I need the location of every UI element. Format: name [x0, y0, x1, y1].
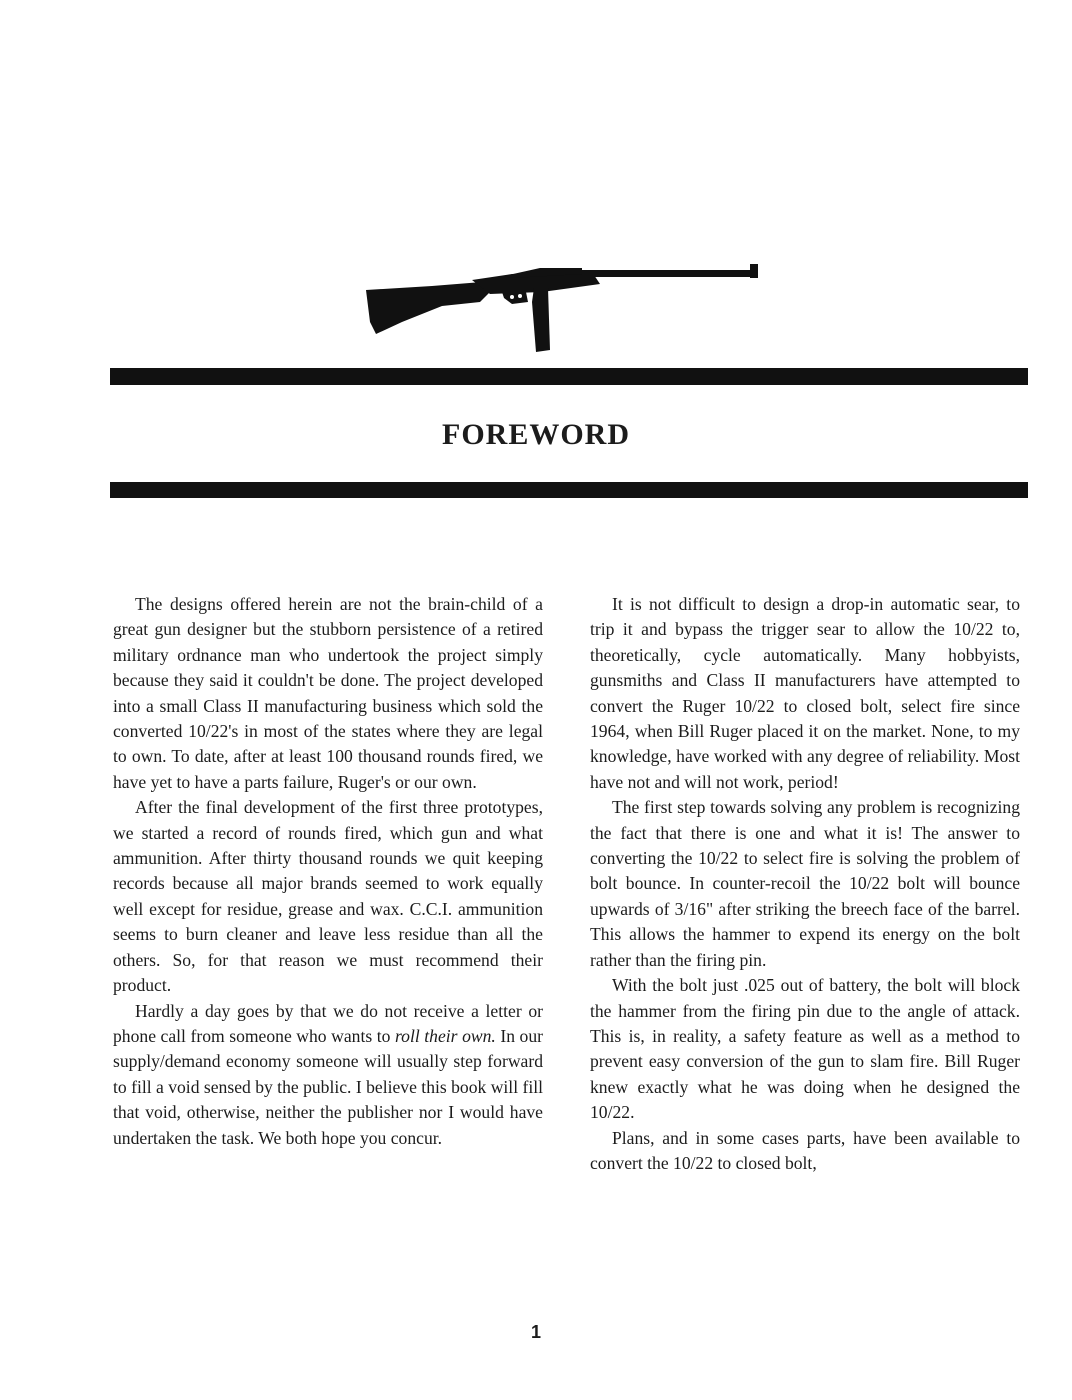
bottom-rule	[110, 482, 1028, 498]
paragraph	[113, 999, 543, 1151]
top-rule	[110, 368, 1028, 385]
paragraph: It is not difficult to design a drop-in automatic sear, to trip it and bypass the trigger sear to allow the 10/22 to, theoretically, cycle automatically. Many hobbyists, gunsmiths and Class II manufacturers have attempted to convert the Ruger 10/22 to closed bolt, select fire since 1964, when Bill Ruger placed it on the market. None, to my knowledge, have worked with any degree of reliability. Most have not and will not work, period!	[590, 594, 1020, 792]
paragraph: The designs offered herein are not the brain-child of a great gun designer but the stubborn persistence of a retired military ordnance man who undertook the project simply because they said it couldn't be done. The project developed into a small Class II manufacturing business which sold the converted 10/22's in most of the states where they are legal to own. To date, after at least 100 thousand rounds fired, we have yet to have a parts failure, Ruger's or our own.	[113, 594, 543, 792]
paragraph: The first step towards solving any problem is recognizing the fact that there is one and what it is! The answer to converting the 10/22 to select fire is solving the problem of bolt bounce. In counter-recoil the 10/22 bolt will bounce upwards of 3/16" after striking the breech face of the barrel. This allows the hammer to expend its energy on the bolt rather than the firing pin.	[590, 797, 1020, 970]
right-column	[590, 592, 1020, 1176]
paragraph-italic: roll their own.	[394, 1025, 496, 1046]
page-title: FOREWORD	[442, 418, 630, 451]
paragraph-text: In our supply/demand economy someone will usually step forward to fill a void sensed by the public. I believe this book will fill that void, otherwise, neither the publisher nor I would have undertaken the task. We both hope you concur.	[113, 1025, 543, 1148]
paragraph: With the bolt just .025 out of battery, the bolt will block the hammer from the firing pin due to the angle of attack. This is, in reality, a safety feature as well as a method to prevent easy conversion of the gun to slam fire. Bill Ruger knew exactly what he was doing when he designed the 10/22.	[590, 975, 1020, 1123]
page-number: 1	[530, 1322, 541, 1342]
rifle-icon	[362, 262, 770, 354]
paragraph: After the final development of the first three prototypes, we started a record of rounds fired, which gun and what ammunition. After thirty thousand rounds we quit keeping records because all major brands seemed to work equally well except for residue, grease and wax. C.C.I. ammunition seems to burn cleaner and leave less residue than all the others. So, for that reason we must recommend their product.	[113, 797, 543, 996]
paragraph: Plans, and in some cases parts, have been available to convert the 10/22 to closed bolt,	[590, 1127, 1020, 1173]
left-column	[113, 592, 543, 1151]
paragraph-text: Hardly a day goes by that we do not receive a letter or phone call from someone who wants to	[113, 1000, 543, 1046]
